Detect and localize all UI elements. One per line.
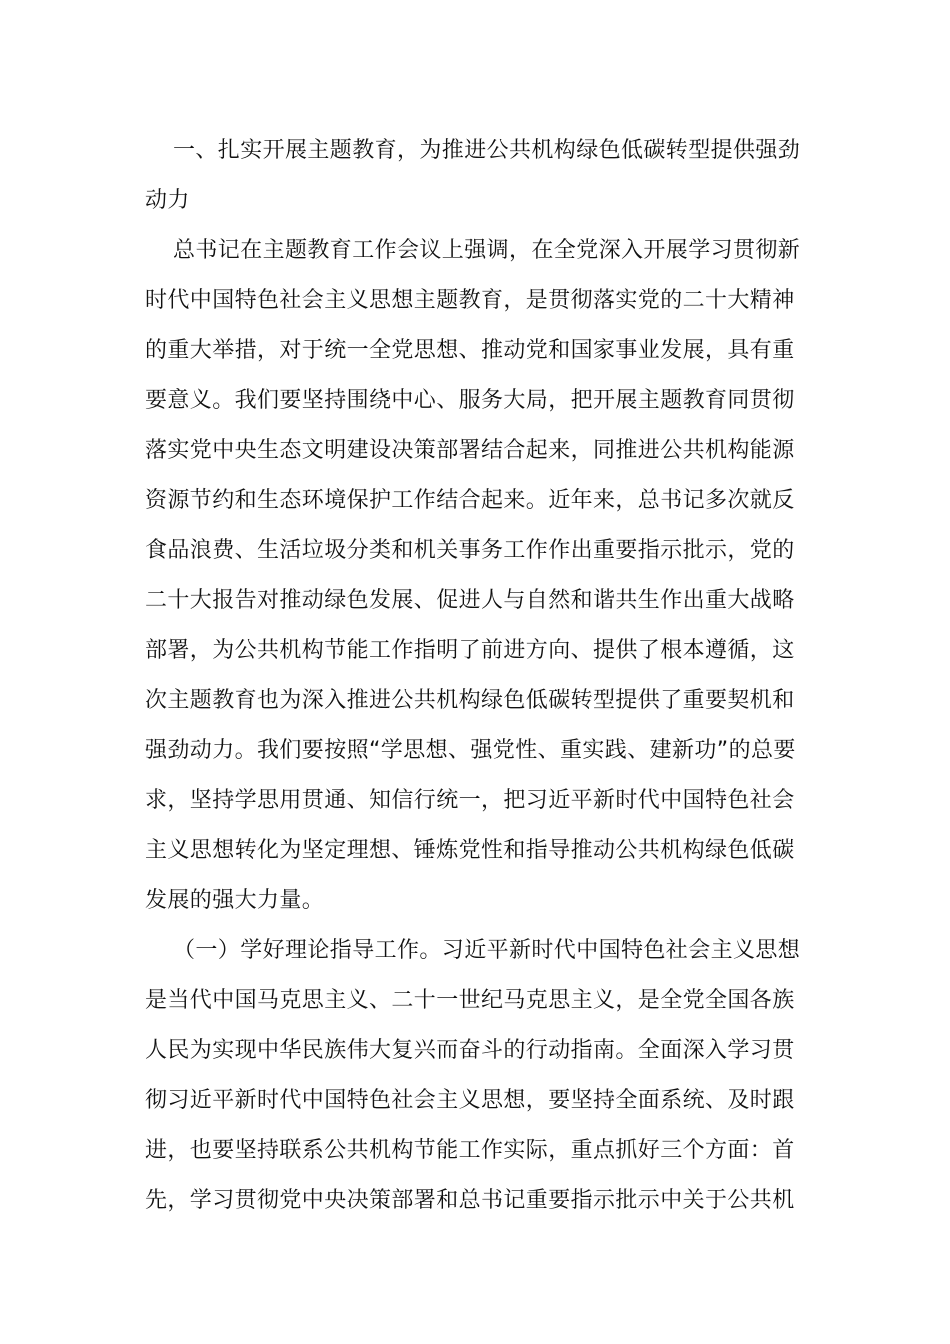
paragraph-line: 发展的强大力量。 — [145, 888, 325, 913]
paragraph-line: 先，学习贯彻党中央决策部署和总书记重要指示批示中关于公共机 — [145, 1188, 795, 1213]
paragraph-line: 食品浪费、生活垃圾分类和机关事务工作作出重要指示批示，党的 — [145, 538, 795, 563]
paragraph-2 — [145, 926, 807, 1226]
paragraph-line: 的重大举措，对于统一全党思想、推动党和国家事业发展，具有重 — [145, 338, 795, 363]
paragraph-line: 是当代中国马克思主义、二十一世纪马克思主义，是全党全国各族 — [145, 988, 795, 1013]
section-heading — [145, 126, 807, 226]
paragraph-line: 次主题教育也为深入推进公共机构绿色低碳转型提供了重要契机和 — [145, 688, 795, 713]
paragraph-line: 二十大报告对推动绿色发展、促进人与自然和谐共生作出重大战略 — [145, 588, 795, 613]
paragraph-line: 进，也要坚持联系公共机构节能工作实际，重点抓好三个方面：首 — [145, 1138, 795, 1163]
paragraph-line: 总书记在主题教育工作会议上强调，在全党深入开展学习贯彻新 — [173, 238, 801, 263]
paragraph-line: 求，坚持学思用贯通、知信行统一，把习近平新时代中国特色社会 — [145, 788, 795, 813]
paragraph-line: 人民为实现中华民族伟大复兴而奋斗的行动指南。全面深入学习贯 — [145, 1038, 795, 1063]
paragraph-line: 要意义。我们要坚持围绕中心、服务大局，把开展主题教育同贯彻 — [145, 388, 795, 413]
paragraph-line: （一）学好理论指导工作。习近平新时代中国特色社会主义思想 — [173, 938, 801, 963]
paragraph-line: 彻习近平新时代中国特色社会主义思想，要坚持全面系统、及时跟 — [145, 1088, 795, 1113]
paragraph-line: 资源节约和生态环境保护工作结合起来。近年来，总书记多次就反 — [145, 488, 795, 513]
heading-line: 动力 — [145, 188, 190, 213]
paragraph-line: 部署，为公共机构节能工作指明了前进方向、提供了根本遵循，这 — [145, 638, 795, 663]
paragraph-line: 时代中国特色社会主义思想主题教育，是贯彻落实党的二十大精神 — [145, 288, 795, 313]
document-body — [145, 126, 807, 1226]
paragraph-line: 强劲动力。我们要按照“学思想、强党性、重实践、建新功”的总要 — [145, 738, 796, 763]
paragraph-1 — [145, 226, 807, 926]
paragraph-line: 落实党中央生态文明建设决策部署结合起来，同推进公共机构能源 — [145, 438, 795, 463]
heading-line: 一、扎实开展主题教育，为推进公共机构绿色低碳转型提供强劲 — [173, 138, 801, 163]
paragraph-line: 主义思想转化为坚定理想、锤炼党性和指导推动公共机构绿色低碳 — [145, 838, 795, 863]
